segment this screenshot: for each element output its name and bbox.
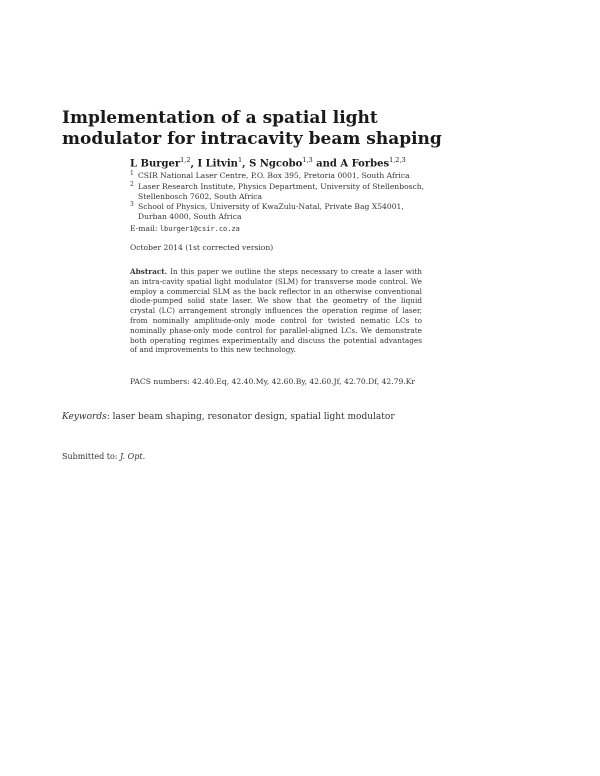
keywords-label: Keywords [62,412,107,422]
journal-name: J. Opt. [120,452,146,461]
author-separator: , [190,158,198,170]
keywords-text: : laser beam shaping, resonator design, spatial light modulator [106,412,395,422]
author-conjunction: and [312,158,341,170]
abstract [130,267,422,355]
author-affiliation-marker: 1 [237,156,243,164]
author-name: S Ngcobo [249,158,303,170]
submitted-label: Submitted to: [62,452,120,461]
affiliation [130,182,430,202]
author-name: L Burger [130,158,181,170]
affiliation-text: CSIR National Laser Centre, P.O. Box 395, Pretoria 0001, South Africa [138,171,410,180]
affiliation-text: School of Physics, University of KwaZulu-Natal, Private Bag X54001, Durban 4000, South Africa [138,202,404,221]
affiliation-text: Laser Research Institute, Physics Department, University of Stellenbosch, Stellenbosch 7602, South Africa [138,182,425,201]
author-name: A Forbes [340,158,390,170]
pacs-numbers: PACS numbers: 42.40.Eq, 42.40.My, 42.60.By, 42.60.Jf, 42.70.Df, 42.79.Kr [130,377,416,386]
version-date: October 2014 (1st corrected version) [130,243,274,252]
affiliation-number: 2 [130,181,134,188]
abstract-text: In this paper we outline the steps necessary to create a laser with an intra-cavity spatial light modulator (SLM) for transverse mode control. We employ a commercial SLM as the back reflector in an otherwise conventional diode-pumped solid state laser. We show that the geometry of the liquid crystal (LC) arrangement strongly influences the operation regime of laser, from nominally amplitude-only mode control for twisted nematic LCs to nominally phase-only mode control for parallel-aligned LCs. We demonstrate both operating regimes experimentally and discuss the potential advantages of and improvements to this new technology. [130,267,422,355]
author-affiliation-marker: 1,2 [180,156,191,164]
affiliation-number: 1 [130,170,134,177]
paper-title: Implementation of a spatial light modulator for intracavity beam shaping [62,108,442,149]
author-separator: , [242,158,250,170]
affiliation [130,202,430,222]
email-line [130,224,240,233]
keywords-line [62,412,395,422]
email-label: E-mail: [130,224,160,233]
author-list [130,156,406,169]
submitted-line [62,452,145,461]
abstract-label: Abstract. [130,267,168,276]
affiliation-number: 3 [130,201,134,208]
author-affiliation-marker: 1,3 [302,156,313,164]
author-name: I Litvin [197,158,238,170]
author-affiliation-marker: 1,2,3 [389,156,406,164]
affiliation [130,171,430,181]
email-address: lburger1@csir.co.za [159,225,240,233]
